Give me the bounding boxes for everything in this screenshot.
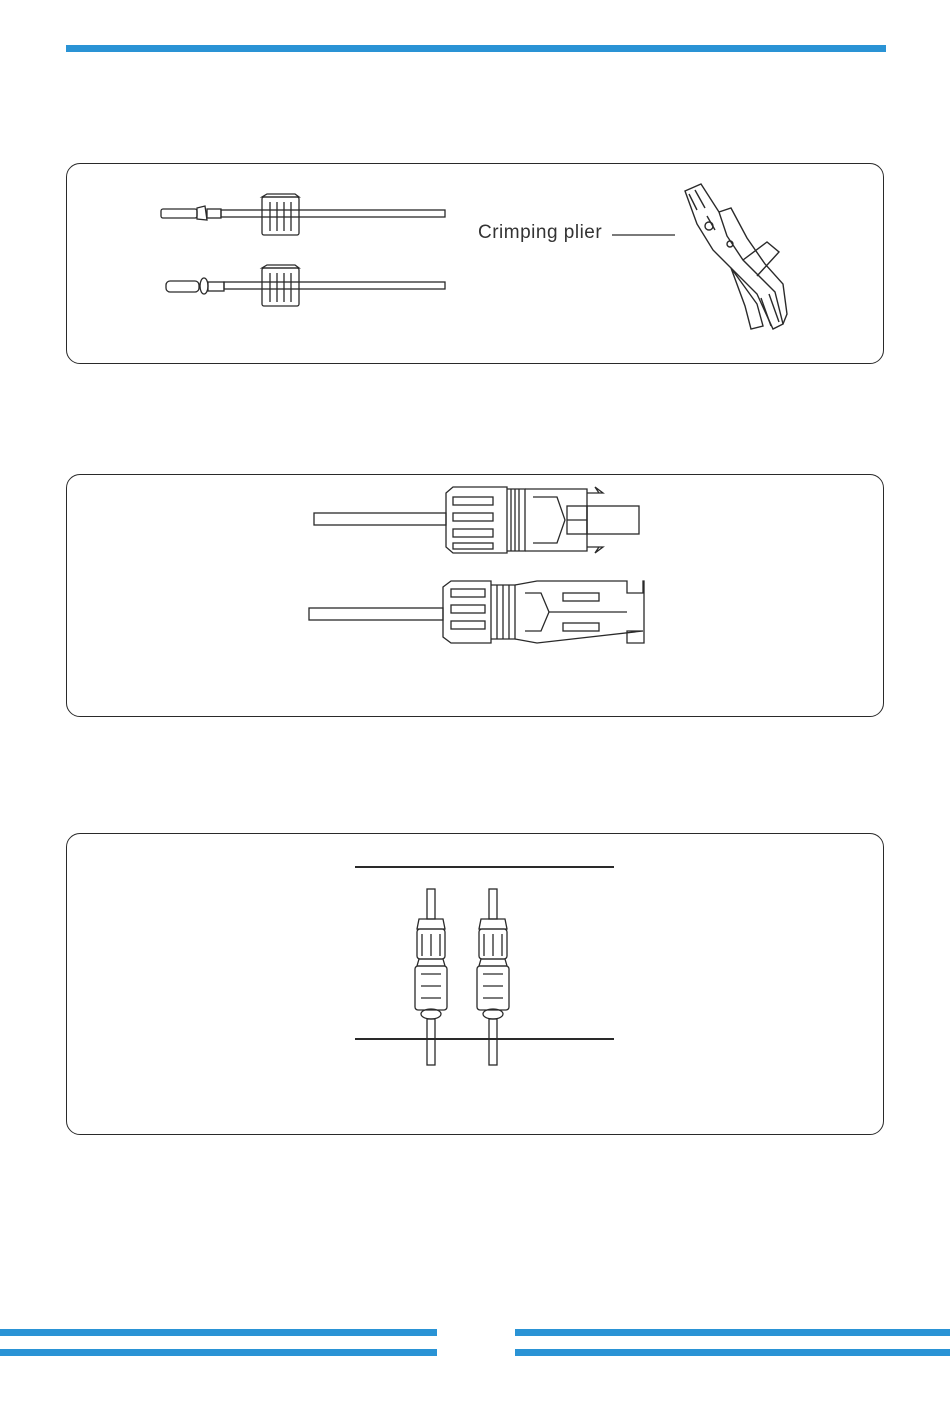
- male-terminal-with-nut: [161, 194, 445, 235]
- footer-accent-bar-right-top: [515, 1329, 950, 1336]
- crimping-plier: [685, 184, 787, 329]
- assembled-female-connector: [309, 581, 644, 643]
- figure-panel-connectors: [66, 474, 884, 717]
- mated-connectors-illustration: [67, 834, 885, 1136]
- figure-panel-terminals: [66, 163, 884, 364]
- connectors-illustration: [67, 475, 885, 718]
- female-terminal-with-nut: [166, 265, 445, 306]
- header-accent-bar: [66, 45, 886, 52]
- terminals-illustration: [67, 164, 885, 365]
- footer-accent-bar-right-bottom: [515, 1349, 950, 1356]
- footer-accent-bar-left-top: [0, 1329, 437, 1336]
- footer-accent-bar-left-bottom: [0, 1349, 437, 1356]
- figure-panel-mated-connectors: [66, 833, 884, 1135]
- crimping-plier-label: Crimping plier: [478, 222, 603, 243]
- assembled-male-connector: [314, 487, 639, 553]
